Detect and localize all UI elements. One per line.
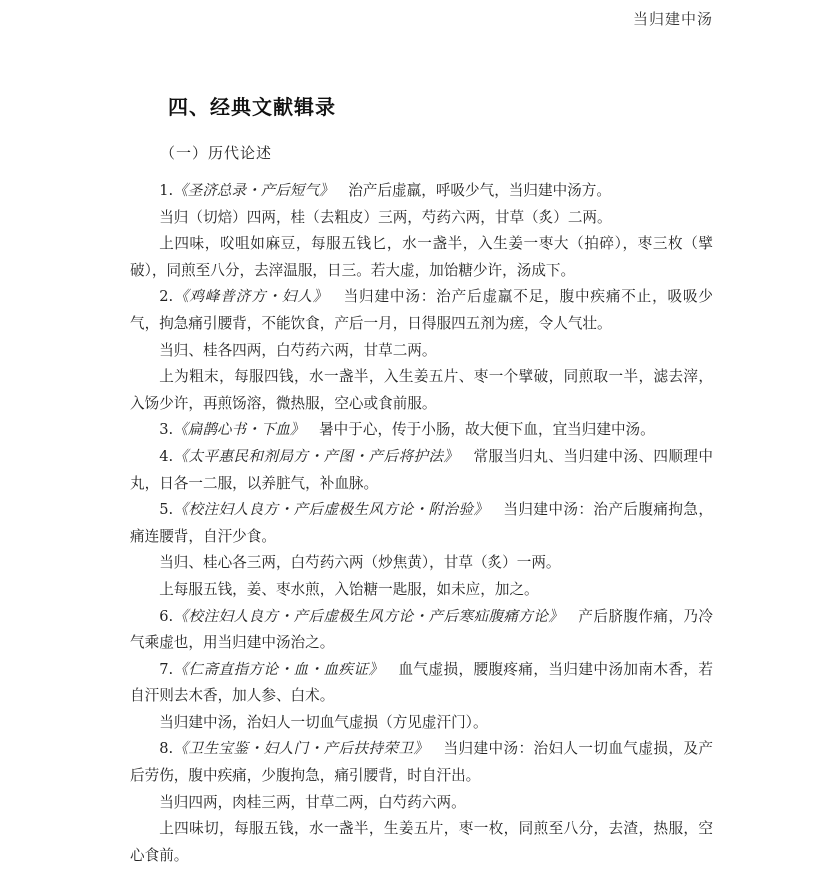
entry-number: 7. <box>159 660 174 678</box>
entry-number: 8. <box>159 740 174 758</box>
subsection-title: （一）历代论述 <box>160 144 273 162</box>
page-body <box>130 92 713 869</box>
source-title: 《校注妇人良方・产后虚极生风方论・产后寒疝腹痛方论》 <box>173 607 564 625</box>
paragraph-text: 当归建中汤：治产后虚羸不足，腹中疾痛不止，吸吸少气，拘急痛引腰背，不能饮食，产后一月，日得服四五剂为瘥，令人气壮。 <box>130 288 713 332</box>
entry-number: 2. <box>159 288 174 306</box>
paragraph-text: 上四味切，每服五钱，水一盏半，生姜五片，枣一枚，同煎至八分，去渣，热服，空心食前。 <box>130 820 713 864</box>
source-title: 《太平惠民和剂局方・产图・产后将护法》 <box>173 447 459 465</box>
citation-paragraph <box>130 417 713 444</box>
source-title: 《卫生宝鉴・妇人门・产后扶持荣卫》 <box>173 740 429 758</box>
body-paragraph <box>130 790 713 817</box>
paragraph-text: 当归、桂心各三两，白芍药六两（炒焦黄），甘草（炙）一两。 <box>159 554 561 572</box>
entry-number: 1. <box>159 182 174 199</box>
body-paragraph <box>130 231 713 284</box>
body-paragraph <box>130 338 713 365</box>
paragraph-text: 上每服五钱，姜、枣水煎，入饴糖一匙服，如未应，加之。 <box>159 580 539 598</box>
body-paragraph <box>130 205 713 232</box>
source-title: 《鸡峰普济方・妇人》 <box>173 288 329 306</box>
citation-paragraph <box>130 284 713 337</box>
paragraph-text: 上四味，㕮咀如麻豆，每服五钱匕，水一盏半，入生姜一枣大（拍碎），枣三枚（擘破），同煎至八分，去滓温服，日三。若大虚，加饴糖少许，汤成下。 <box>130 235 713 279</box>
paragraph-text: 治产后虚羸，呼吸少气，当归建中汤方。 <box>348 182 611 199</box>
entry-number: 6. <box>159 607 174 625</box>
body-paragraph <box>130 577 713 604</box>
entry-number: 3. <box>159 421 174 439</box>
paragraph-text: 当归、桂各四两，白芍药六两，甘草二两。 <box>159 341 437 359</box>
citation-paragraph <box>130 604 713 657</box>
citation-paragraph <box>130 178 713 205</box>
paragraph-text: 当归建中汤：治产后腹痛拘急，痛连腰背，自汗少食。 <box>130 501 713 545</box>
paragraph-text: 当归四两，肉桂三两，甘草二两，白芍药六两。 <box>159 793 466 811</box>
body-paragraph <box>130 816 713 869</box>
citation-paragraph <box>130 657 713 710</box>
body-paragraph <box>130 364 713 417</box>
running-head: 当归建中汤 <box>632 10 713 28</box>
citation-paragraph <box>130 497 713 550</box>
source-title: 《扁鹊心书・下血》 <box>173 421 305 439</box>
paragraph-list <box>130 178 713 869</box>
source-title: 《圣济总录・产后短气》 <box>173 182 334 199</box>
paragraph-text: 血气虚损，腰腹疼痛，当归建中汤加南木香，若自汗则去木香，加人参、白术。 <box>130 660 713 705</box>
paragraph-text: 上为粗末，每服四钱，水一盏半，入生姜五片、枣一个擘破，同煎取一半，滤去滓，入饧少许，再煎饧溶，微热服，空心或食前服。 <box>130 368 713 412</box>
source-title: 《仁斋直指方论・血・血疾证》 <box>173 660 384 678</box>
section-title: 四、经典文献辑录 <box>168 95 336 119</box>
paragraph-text: 常服当归丸、当归建中汤、四顺理中丸，日各一二服，以养脏气，补血脉。 <box>130 447 713 492</box>
source-title: 《校注妇人良方・产后虚极生风方论・附治验》 <box>173 501 489 519</box>
entry-number: 4. <box>159 447 174 465</box>
citation-paragraph <box>130 444 713 497</box>
paragraph-text: 暑中于心，传于小肠，故大便下血，宜当归建中汤。 <box>319 421 655 439</box>
paragraph-text: 当归（切焙）四两，桂（去粗皮）三两，芍药六两，甘草（炙）二两。 <box>159 208 612 226</box>
body-paragraph <box>130 550 713 577</box>
paragraph-text: 当归建中汤：治妇人一切血气虚损，及产后劳伤，腹中疾痛，少腹拘急，痛引腰背，时自汗出。 <box>130 740 713 785</box>
paragraph-text: 产后脐腹作痛，乃冷气乘虚也，用当归建中汤治之。 <box>130 607 713 652</box>
paragraph-text: 当归建中汤，治妇人一切血气虚损（方见虚汗门）。 <box>159 713 488 731</box>
citation-paragraph <box>130 736 713 789</box>
entry-number: 5. <box>159 501 174 519</box>
body-paragraph <box>130 710 713 737</box>
